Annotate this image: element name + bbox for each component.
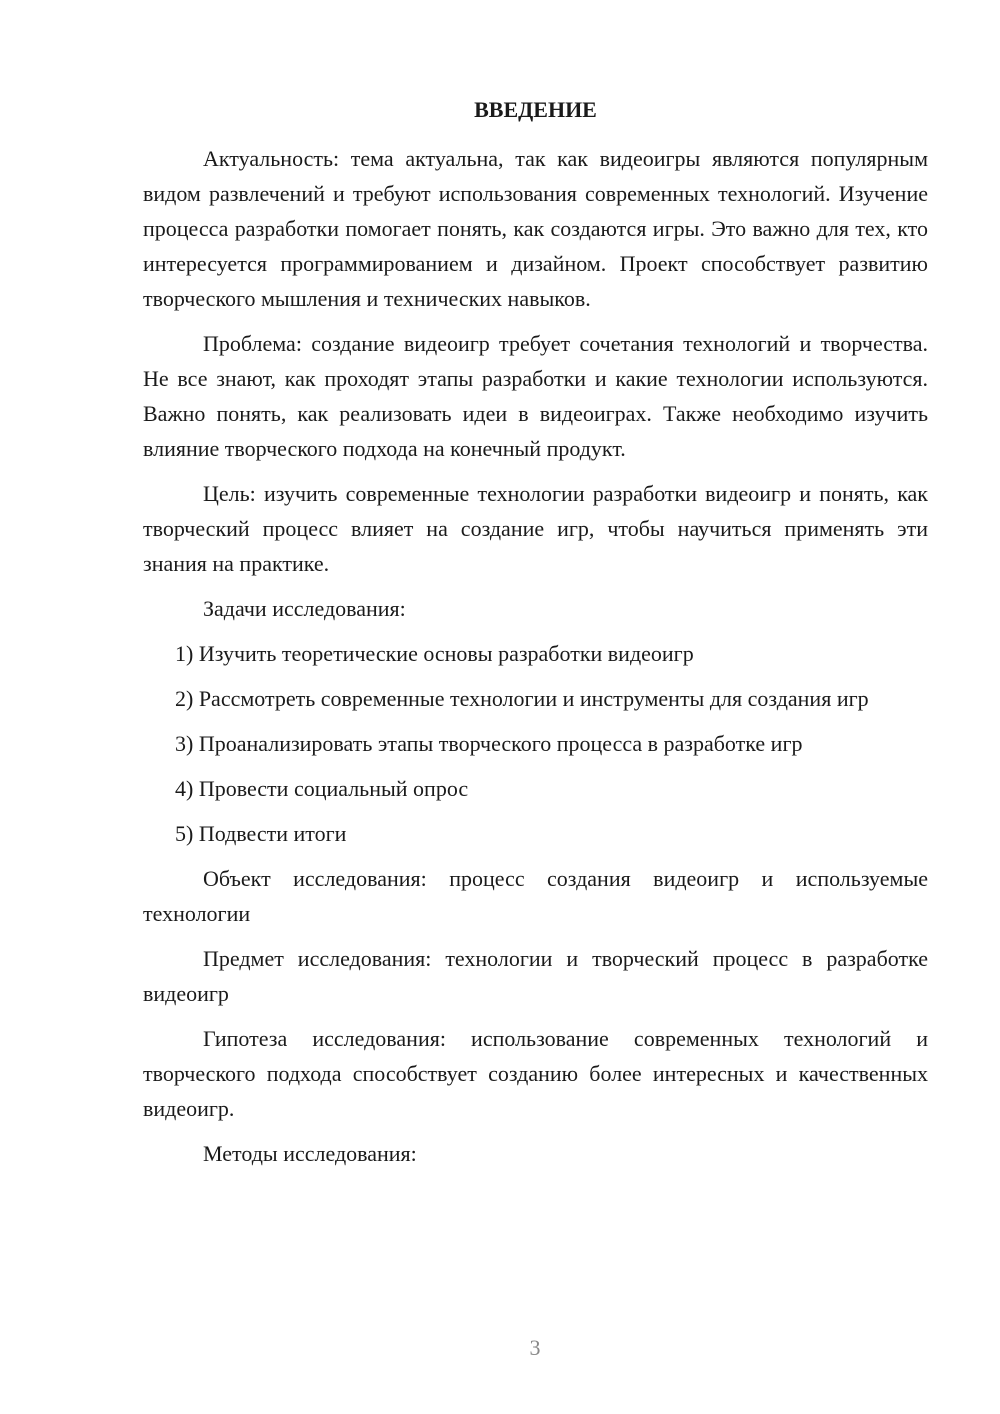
paragraph-hypothesis: Гипотеза исследования: использование современных технологий и творческого подхода способствует созданию более интересных и качественных видеоигр. — [143, 1026, 928, 1121]
task-item-2: 2) Рассмотреть современные технологии и инструменты для создания игр — [175, 686, 869, 711]
page-content — [143, 95, 928, 1181]
page-number: 3 — [529, 1335, 541, 1360]
paragraph-object: Объект исследования: процесс создания видеоигр и используемые технологии — [143, 866, 928, 926]
paragraph-goal: Цель: изучить современные технологии разработки видеоигр и понять, как творческий процесс влияет на создание игр, чтобы научиться применять эти знания на практике. — [143, 481, 928, 576]
task-item-3: 3) Проанализировать этапы творческого процесса в разработке игр — [175, 731, 803, 756]
paragraph-tasks-heading: Задачи исследования: — [203, 596, 406, 621]
task-item-5: 5) Подвести итоги — [175, 821, 347, 846]
task-item-1: 1) Изучить теоретические основы разработки видеоигр — [175, 641, 694, 666]
paragraph-relevance: Актуальность: тема актуальна, так как видеоигры являются популярным видом развлечений и требуют использования современных технологий. Изучение процесса разработки помогает понять, как создаются игры. Это важно для тех, кто интересуется программированием и дизайном. Проект способствует развитию творческого мышления и технических навыков. — [143, 146, 928, 311]
paragraph-subject: Предмет исследования: технологии и творческий процесс в разработке видеоигр — [143, 946, 928, 1006]
paragraph-methods: Методы исследования: — [203, 1141, 417, 1166]
section-title: ВВЕДЕНИЕ — [474, 97, 597, 122]
paragraph-problem: Проблема: создание видеоигр требует сочетания технологий и творчества. Не все знают, как проходят этапы разработки и какие технологии используются. Важно понять, как реализовать идеи в видеоиграх. Также необходимо изучить влияние творческого подхода на конечный продукт. — [143, 331, 928, 461]
task-item-4: 4) Провести социальный опрос — [175, 776, 469, 801]
